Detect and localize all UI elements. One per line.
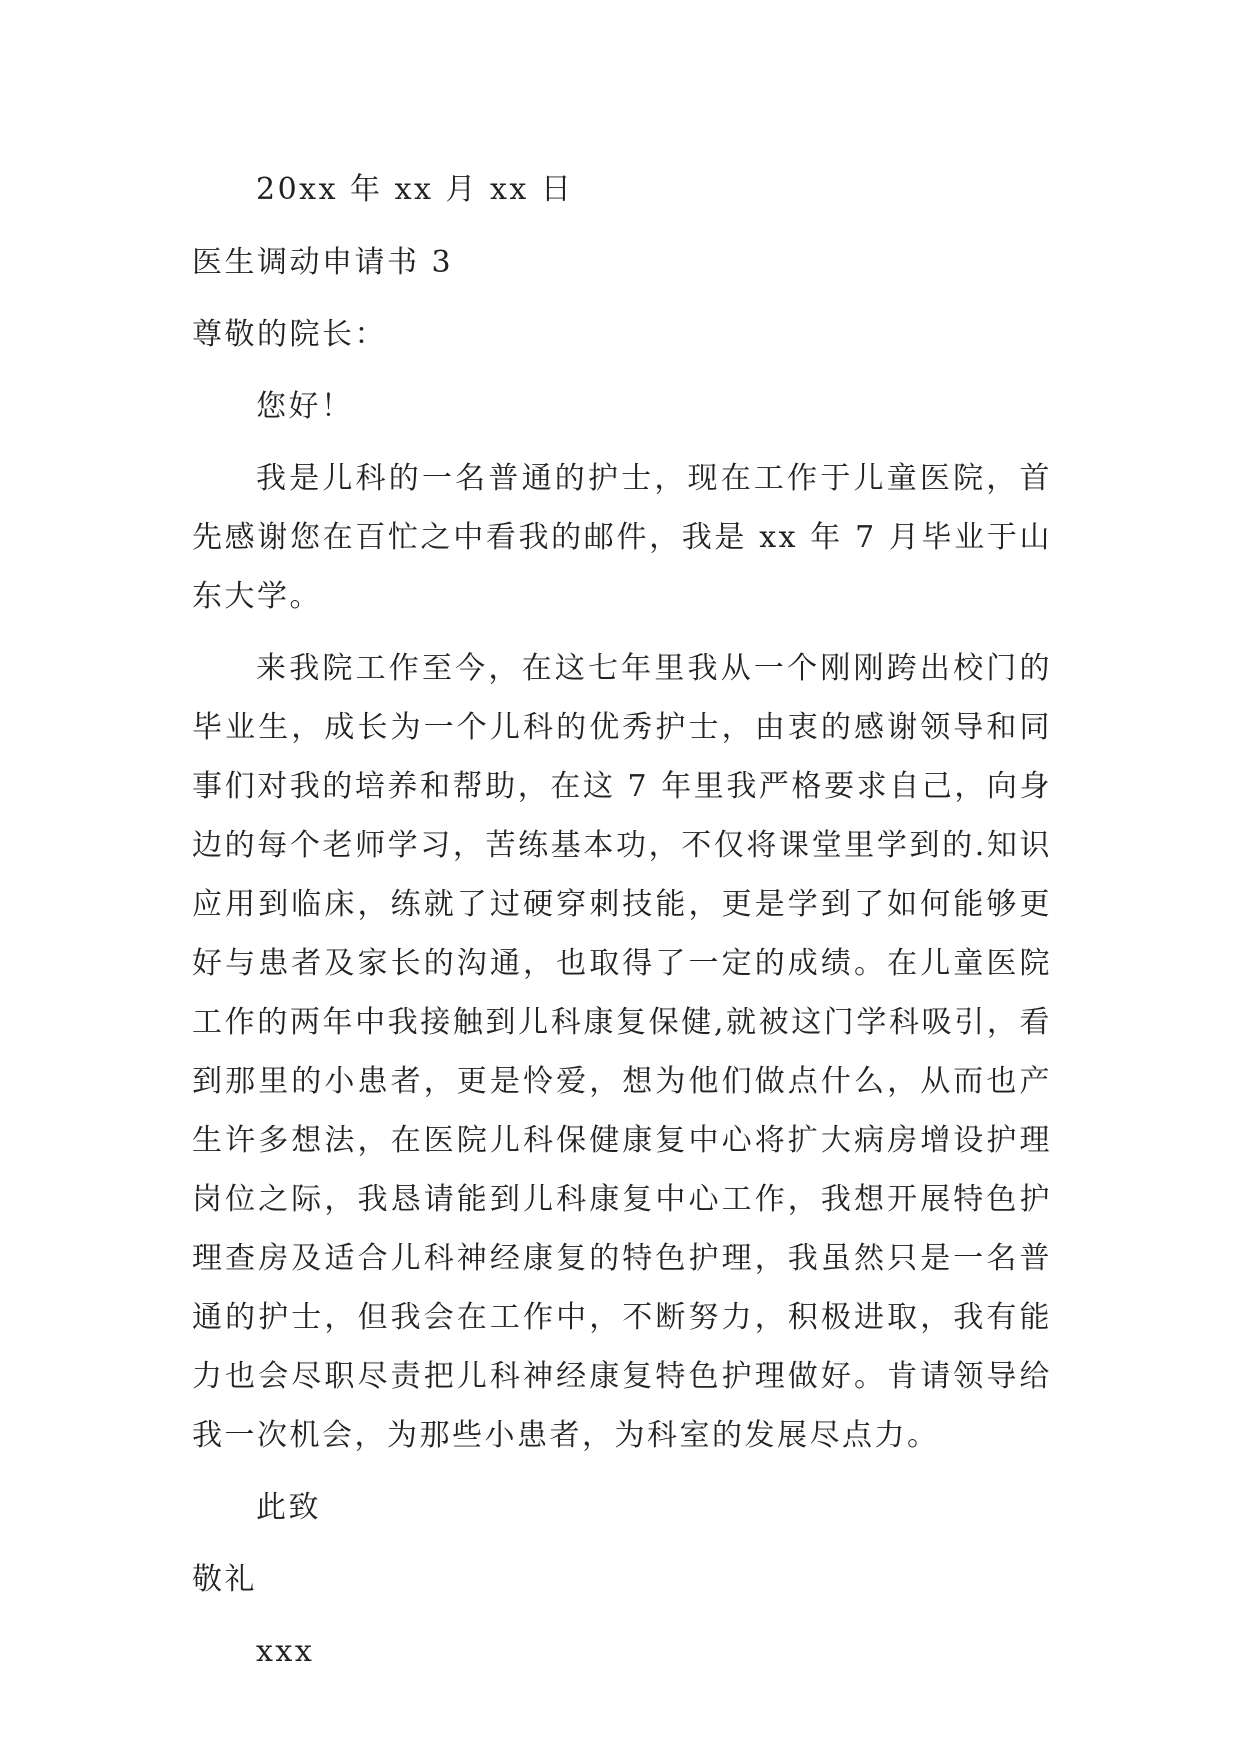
salutation: 尊敬的院长： bbox=[192, 317, 387, 352]
document-title: 医生调动申请书 3 bbox=[192, 245, 454, 280]
paragraph-intro: 我是儿科的一名普通的护士，现在工作于儿童医院，首先感谢您在百忙之中看我的邮件，我是 xx 年 7 月毕业于山东大学。 bbox=[192, 461, 1052, 614]
greeting: 您好！ bbox=[256, 389, 354, 424]
document-body bbox=[192, 160, 1052, 1681]
closing-regards: 敬礼 bbox=[192, 1562, 257, 1597]
paragraph-body: 来我院工作至今，在这七年里我从一个刚刚跨出校门的毕业生，成长为一个儿科的优秀护士，由衷的感谢领导和同事们对我的培养和帮助，在这 7 年里我严格要求自己，向身边的每个老师学习，苦练基本功，不仅将课堂里学到的.知识应用到临床，练就了过硬穿刺技能，更是学到了如何能够更好与患者及家长的沟通，也取得了一定的成绩。在儿童医院工作的两年中我接触到儿科康复保健,就被这门学科吸引，看到那里的小患者，更是怜爱，想为他们做点什么，从而也产生许多想法，在医院儿科保健康复中心将扩大病房增设护理岗位之际，我恳请能到儿科康复中心工作，我想开展特色护理查房及适合儿科神经康复的特色护理，我虽然只是一名普通的护士，但我会在工作中，不断努力，积极进取，我有能力也会尽职尽责把儿科神经康复特色护理做好。肯请领导给我一次机会，为那些小患者，为科室的发展尽点力。 bbox=[192, 651, 1052, 1453]
closing-salute: 此致 bbox=[256, 1490, 321, 1525]
signature: xxx bbox=[256, 1634, 315, 1669]
date-line: 20xx 年 xx 月 xx 日 bbox=[256, 172, 574, 207]
